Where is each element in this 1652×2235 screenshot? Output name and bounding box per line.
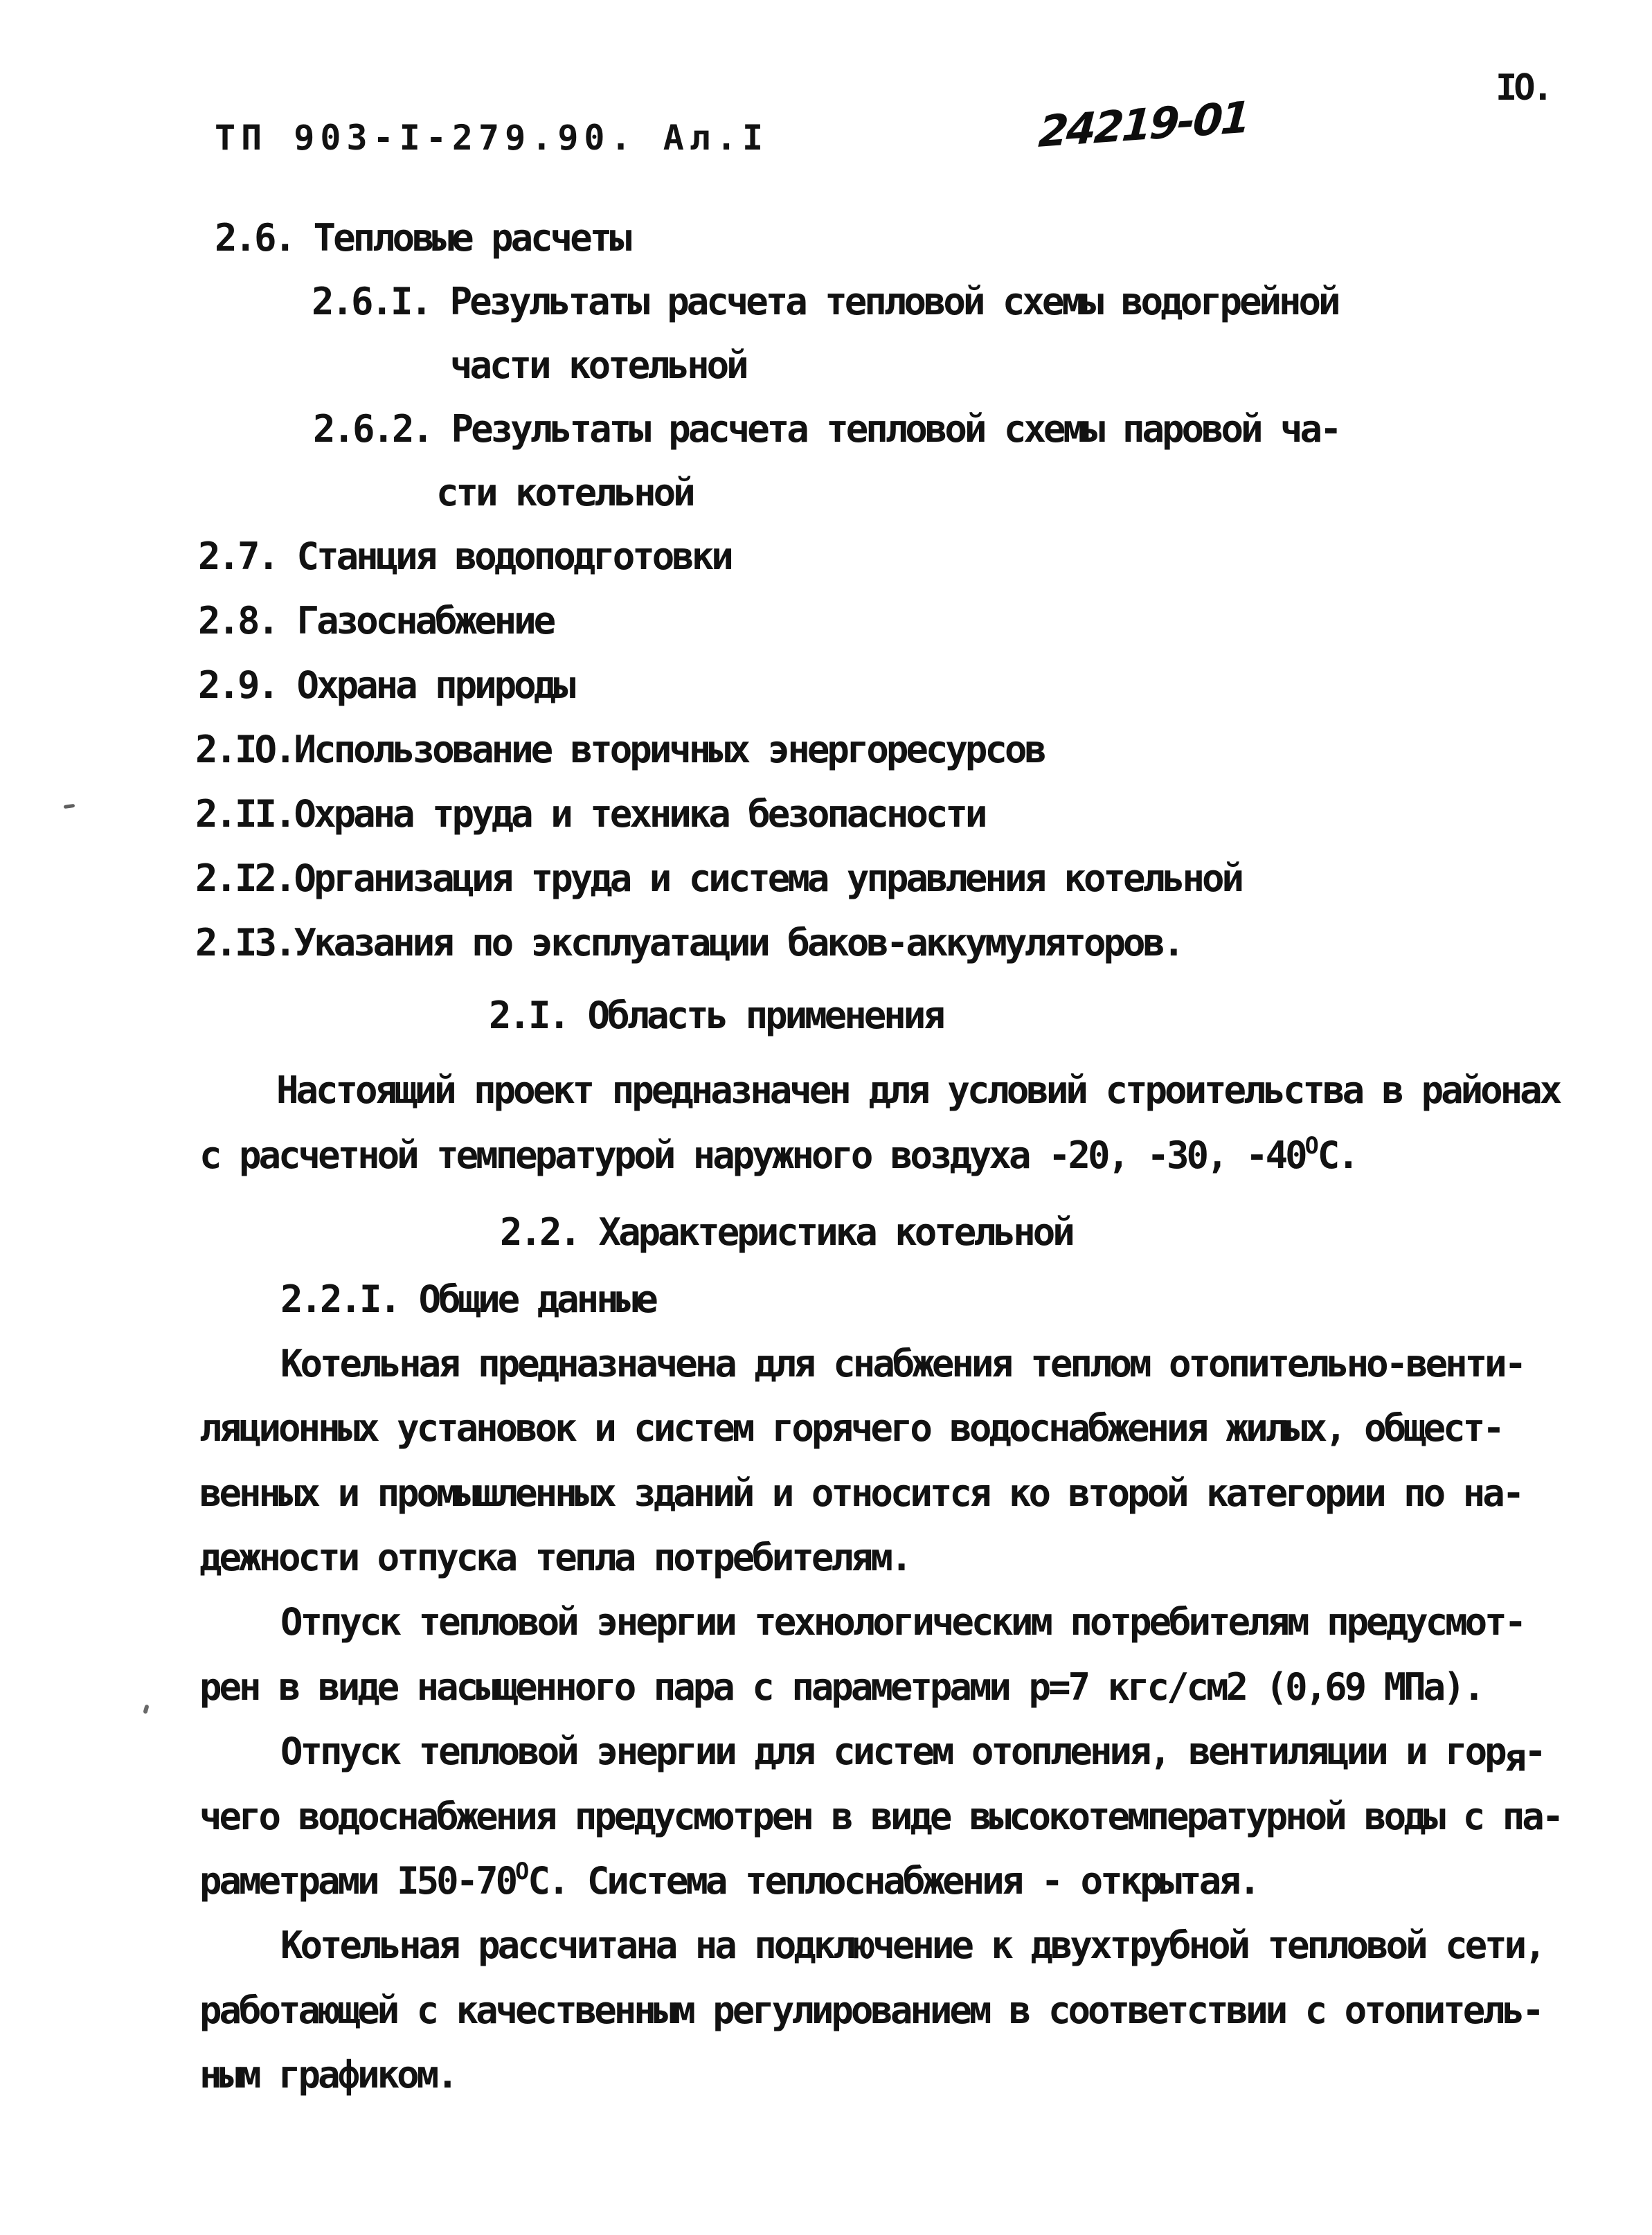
text-segment: с расчетной температурой наружного воздуха -20, -30, -40 [199,1133,1305,1177]
text-segment: С. Система теплоснабжения - открытая. [528,1859,1259,1903]
toc-item-2-6-2-line1: 2.6.2. Результаты расчета тепловой схемы паровой ча- [313,407,1340,451]
dropped-letter: я [1504,1736,1525,1780]
paragraph-line [199,1132,1357,1179]
handwritten-stamp-number: 24219-01 [1036,91,1250,158]
toc-item-2-12: 2.I2.Организация труда и система управления котельной [195,856,1242,900]
toc-item-2-6-2-line2: сти котельной [436,471,693,514]
toc-item-2-11: 2.II.Охрана труда и техника безопасности [195,792,985,836]
page-number: IO. [1496,67,1550,109]
paragraph-line: Котельная рассчитана на подключение к двухтрубной тепловой сети, [280,1923,1544,1967]
text-segment: раметрами I50-70 [199,1859,516,1903]
scan-artifact [143,1704,149,1714]
paragraph-line: Настоящий проект предназначен для условий строительства в районах [276,1068,1560,1112]
section-heading-2-2: 2.2. Характеристика котельной [500,1210,1072,1254]
paragraph-line: работающей с качественным регулированием в соответствии с отопитель- [199,1989,1542,2032]
scan-artifact [64,804,75,809]
paragraph-line: Котельная предназначена для снабжения теплом отопительно-венти- [280,1342,1525,1385]
text-segment: Отпуск тепловой энергии для систем отопления, вентиляции и гор [280,1730,1505,1773]
toc-item-2-6: 2.6. Тепловые расчеты [215,216,629,260]
toc-item-2-13: 2.I3.Указания по эксплуатации баков-аккумуляторов. [195,921,1183,964]
text-segment: - [1524,1730,1544,1773]
section-subheading-2-2-1: 2.2.I. Общие данные [280,1277,656,1321]
toc-item-2-8: 2.8. Газоснабжение [198,599,554,643]
toc-item-2-9: 2.9. Охрана природы [198,663,573,707]
paragraph-line: Отпуск тепловой энергии технологическим потребителям предусмот- [280,1600,1525,1644]
document-code: ТП 903-I-279.90. Ал.I [215,118,769,158]
section-heading-2-1: 2.I. Область применения [489,994,943,1037]
toc-item-2-7: 2.7. Станция водоподготовки [198,535,731,578]
toc-item-2-6-1-line1: 2.6.I. Результаты расчета тепловой схемы водогрейной [312,280,1338,323]
superscript-degree: О [515,1858,528,1885]
paragraph-line: рен в виде насыщенного пара с параметрами р=7 кгс/см2 (0,69 МПа). [199,1665,1483,1709]
superscript-degree: О [1304,1132,1318,1160]
paragraph-line: ляционных установок и систем горячего водоснабжения жилых, общест- [199,1406,1502,1450]
paragraph-line [280,1730,1544,1780]
paragraph-line: ным графиком. [199,2053,456,2097]
paragraph-line: венных и промышленных зданий и относится ко второй категории по на- [199,1471,1523,1515]
toc-item-2-10: 2.IO.Использование вторичных энергоресурсов [195,728,1044,771]
text-segment: С. [1317,1133,1357,1177]
paragraph-line: дежности отпуска тепла потребителям. [199,1536,910,1579]
toc-item-2-6-1-line2: части котельной [450,343,746,387]
paragraph-line: чего водоснабжения предусмотрен в виде высокотемпературной воды с па- [199,1795,1562,1838]
paragraph-line [199,1858,1259,1905]
